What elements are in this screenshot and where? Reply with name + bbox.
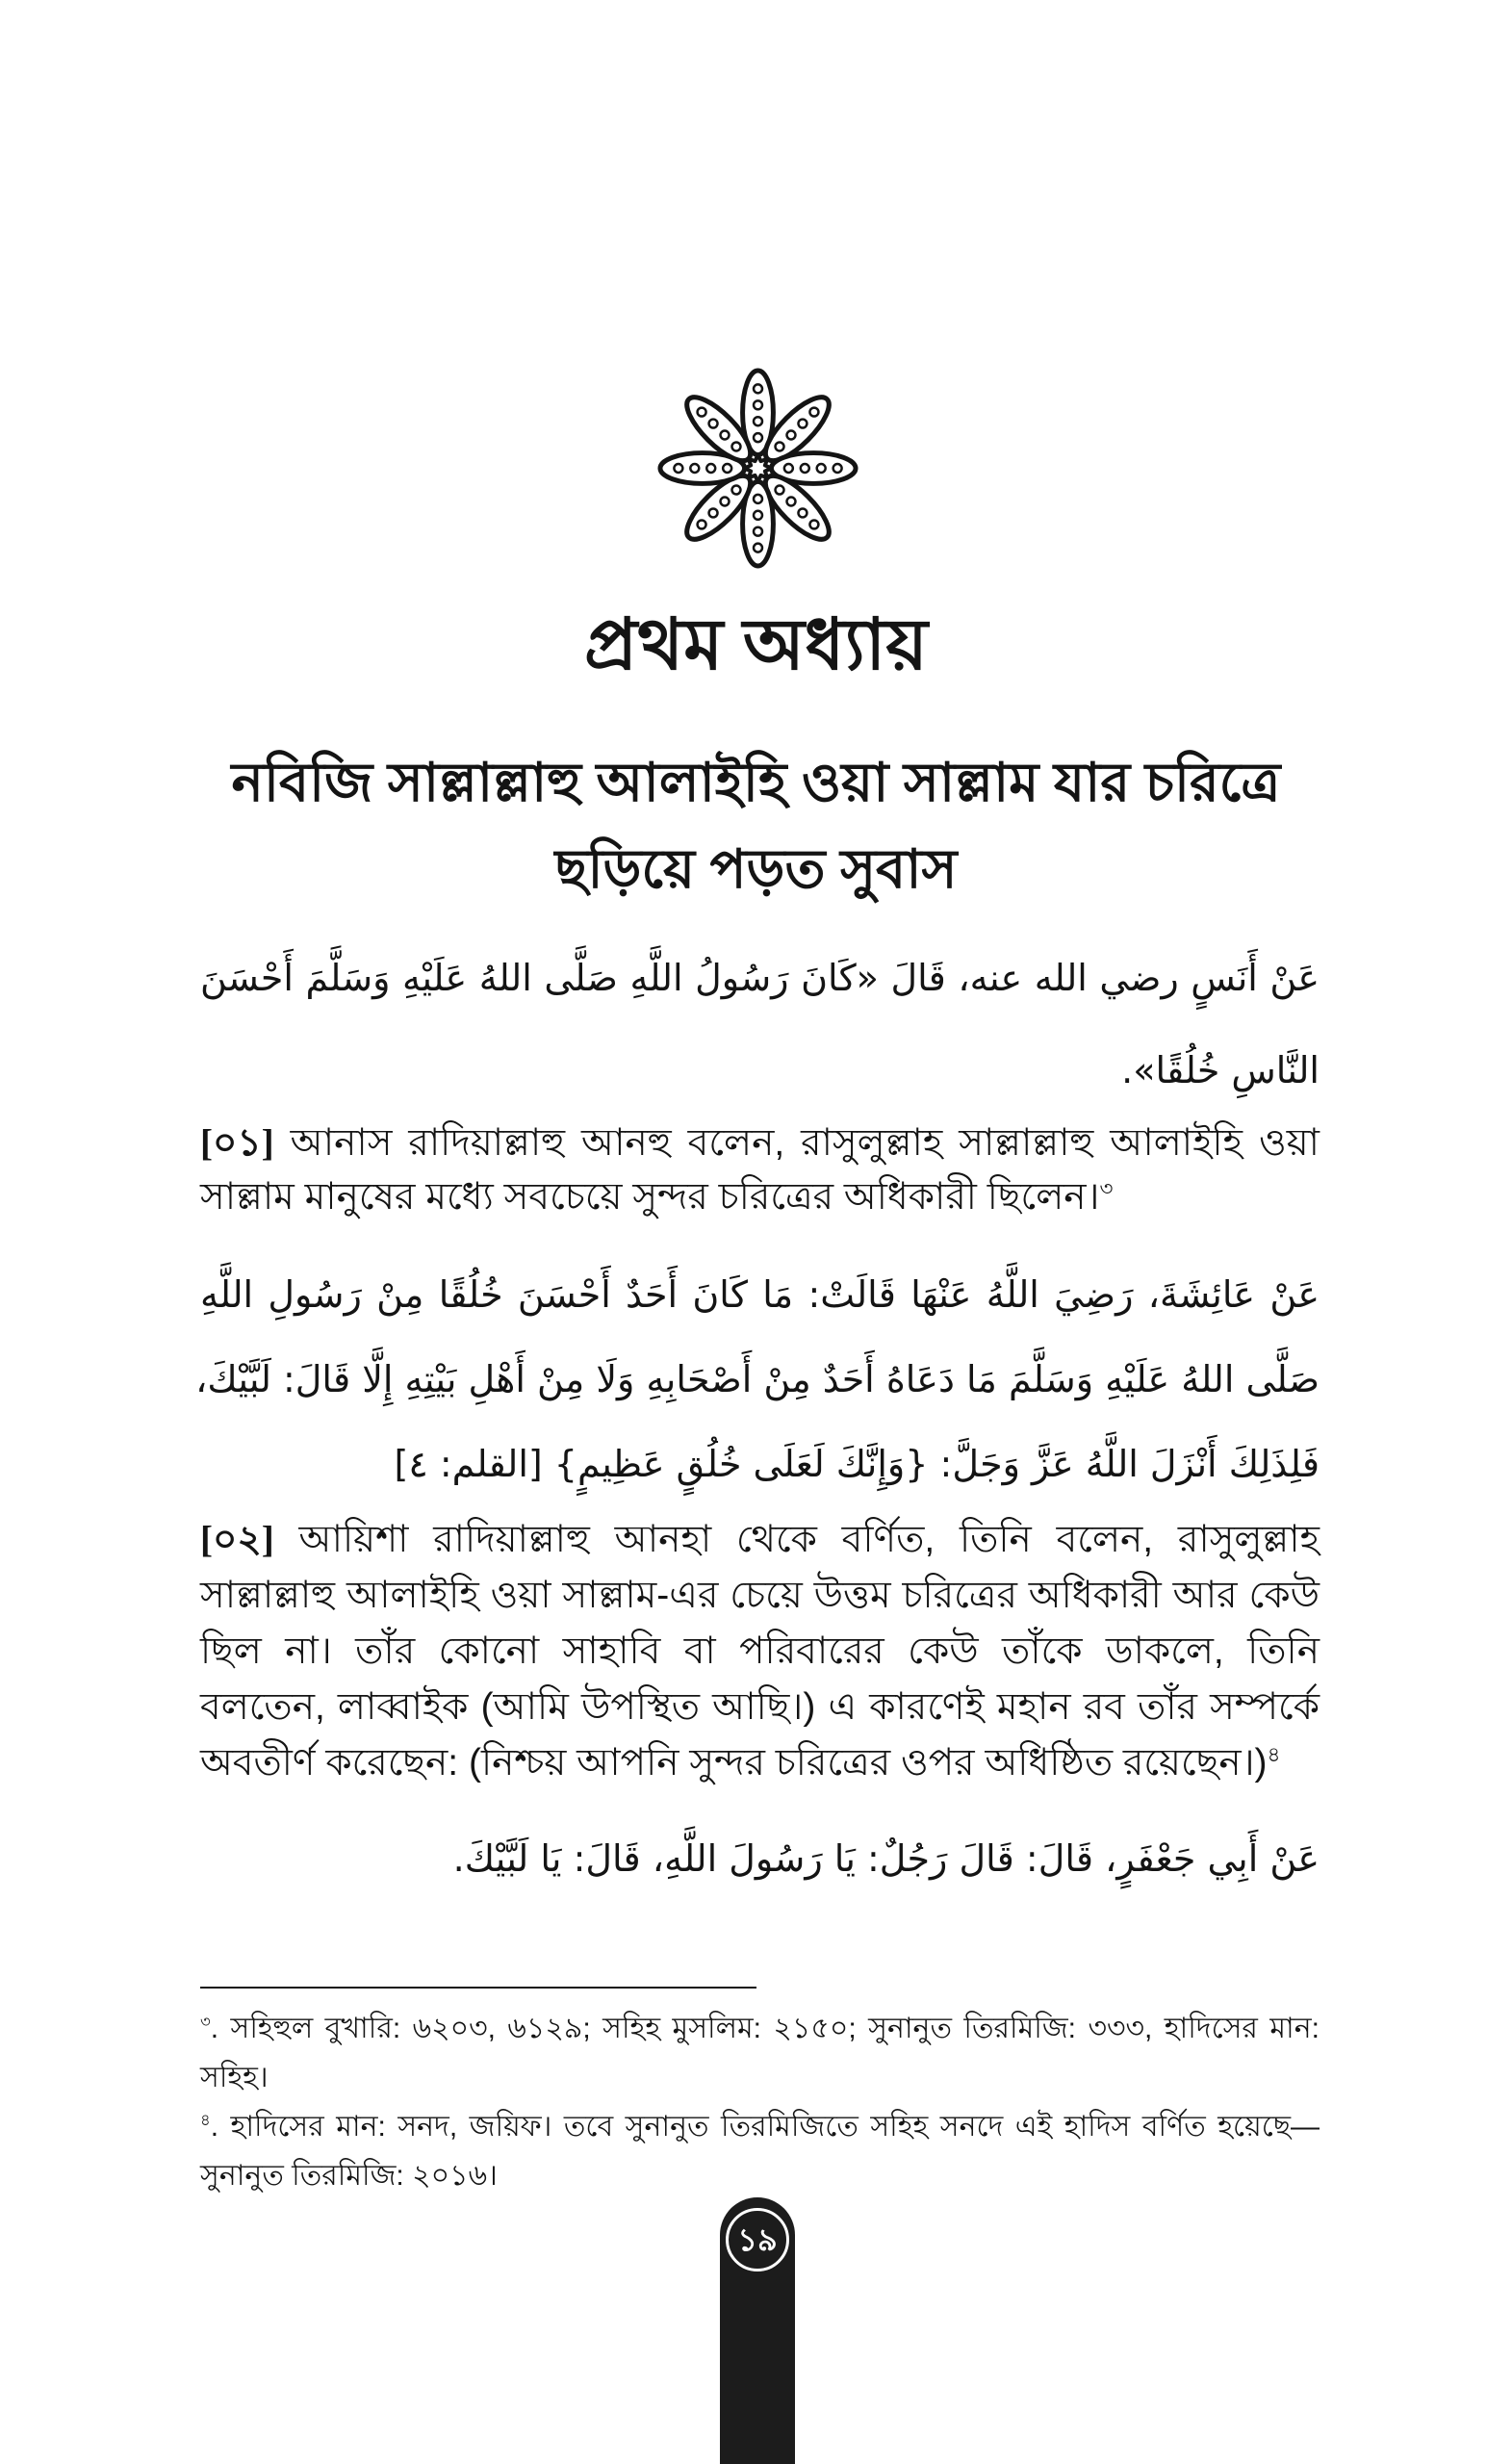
footnote-marker: ৪ xyxy=(200,2112,211,2129)
paragraph-02 xyxy=(200,1512,1320,1791)
arabic-line: صَلَّى اللهُ عَلَيْهِ وَسَلَّمَ مَا دَعَاهُ أَحَدٌ مِنْ أَصْحَابِهِ وَلَا مِنْ أَهْلِ بَيْتِهِ إِلَّا قَالَ: لَبَّيْكَ، xyxy=(195,1358,1320,1400)
arabic-line: عَنْ أَبِي جَعْفَرٍ، قَالَ: قَالَ رَجُلٌ: يَا رَسُولَ اللَّهِ، قَالَ: يَا لَبَّيْكَ. xyxy=(452,1837,1320,1880)
arabic-hadith-2 xyxy=(195,1252,1320,1506)
footnote-text: . সহিহুল বুখারি: ৬২০৩, ৬১২৯; সহিহ মুসলিম: ২১৫০; সুনানুত তিরমিজি: ৩৩৩, হাদিসের মান: সহিহ। xyxy=(200,2013,1320,2093)
paragraph-text: আনাস রাদিয়াল্লাহু আনহু বলেন, রাসুলুল্লাহ সাল্লাল্লাহু আলাইহি ওয়া সাল্লাম মানুষের মধ্যে সবচেয়ে সুন্দর চরিত্রের অধিকারী ছিলেন। xyxy=(200,1122,1320,1218)
flower-ornament-icon xyxy=(653,362,863,575)
footnote-ref: ৪ xyxy=(1267,1743,1281,1766)
hadith-number: [০২] xyxy=(200,1519,274,1560)
paragraph-01 xyxy=(200,1116,1320,1224)
footnote xyxy=(200,2004,1320,2102)
arabic-hadith-1 xyxy=(200,932,1320,1116)
heading-line: ছড়িয়ে পড়ত সুবাস xyxy=(554,838,958,899)
main-text xyxy=(195,932,1320,1901)
hadith-number: [০১] xyxy=(200,1122,274,1164)
footnote-ref: ৩ xyxy=(1099,1177,1114,1200)
arabic-line: فَلِذَلِكَ أَنْزَلَ اللَّهُ عَزَّ وَجَلَّ: {وَإِنَّكَ لَعَلَى خُلُقٍ عَظِيمٍ} [القلم: ٤] xyxy=(394,1443,1320,1485)
arabic-hadith-3 xyxy=(200,1816,1320,1901)
heading-line: নবিজি সাল্লাল্লাহু আলাইহি ওয়া সাল্লাম যার চরিত্রে xyxy=(231,752,1281,812)
center-star xyxy=(745,455,772,482)
footnotes xyxy=(200,2004,1320,2200)
footnote-marker: ৩ xyxy=(200,2014,211,2031)
page-number: ১৯ xyxy=(726,2208,789,2272)
chapter-title: প্রথম অধ্যায় xyxy=(584,604,928,684)
arabic-line: النَّاسِ خُلُقًا». xyxy=(1121,1049,1320,1091)
paragraph-text: আয়িশা রাদিয়াল্লাহু আনহা থেকে বর্ণিত, তিনি বলেন, রাসুলুল্লাহ সাল্লাল্লাহু আলাইহি ওয়া সাল্লাম-এর চেয়ে উত্তম চরিত্রের অধিকারী আর কেউ ছিল না। তাঁর কোনো সাহাবি বা পরিবারের কেউ তাঁকে ডাকলে, তিনি বলতেন, লাব্বাইক (আমি উপস্থিত আছি।) এ কারণেই মহান রব তাঁর সম্পর্কে অবতীর্ণ করেছেন: (নিশ্চয় আপনি সুন্দর চরিত্রের ওপর অধিষ্ঠিত রয়েছেন।) xyxy=(200,1519,1320,1784)
arabic-line: عَنْ أَنَسٍ رضي الله عنه، قَالَ «كَانَ رَسُولُ اللَّهِ صَلَّى اللهُ عَلَيْهِ وَسَلَّمَ أَحْسَنَ xyxy=(200,957,1320,999)
section-heading xyxy=(0,739,1512,912)
footnote-text: . হাদিসের মান: সনদ, জয়িফ। তবে সুনানুত তিরমিজিতে সহিহ সনদে এই হাদিস বর্ণিত হয়েছে—সুনানুত তিরমিজি: ২০১৬। xyxy=(200,2111,1320,2192)
footnote xyxy=(200,2102,1320,2200)
footnote-divider xyxy=(200,1987,756,1989)
arabic-line: عَنْ عَائِشَةَ، رَضِيَ اللَّهُ عَنْهَا قَالَتْ: مَا كَانَ أَحَدٌ أَحْسَنَ خُلُقًا مِنْ رَسُولِ اللَّهِ xyxy=(200,1273,1320,1316)
